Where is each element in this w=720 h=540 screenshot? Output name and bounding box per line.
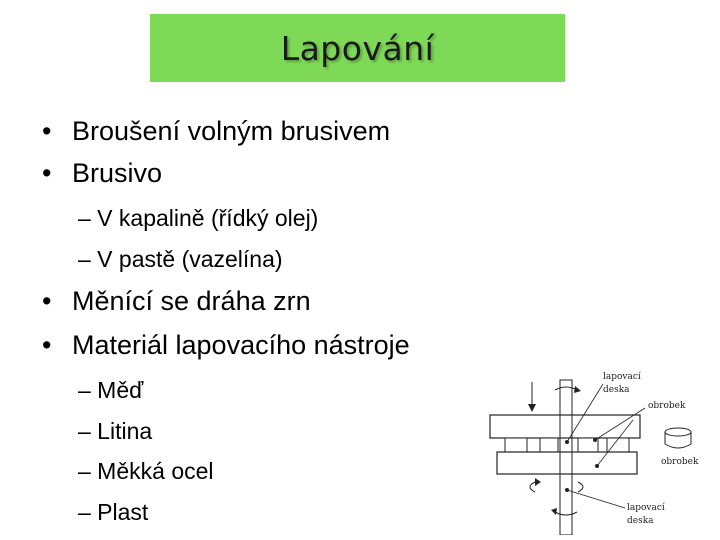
bullet-marker: • bbox=[42, 330, 52, 360]
bullet-marker: • bbox=[42, 286, 52, 316]
sub-bullet-item: – Litina bbox=[78, 418, 153, 444]
bullet-text: Broušení volným brusivem bbox=[72, 116, 391, 146]
sub-bullet-item: – V kapalině (řídký olej) bbox=[78, 205, 319, 231]
bullet-text: Měnící se dráha zrn bbox=[72, 286, 311, 316]
bullet-marker: • bbox=[42, 158, 52, 188]
sub-bullet-item: – V pastě (vazelína) bbox=[78, 246, 283, 272]
workpiece bbox=[540, 438, 558, 452]
title-banner bbox=[150, 14, 565, 82]
slide-title: Lapování bbox=[280, 28, 435, 68]
bullet-marker: • bbox=[42, 116, 52, 146]
lapping-diagram bbox=[485, 360, 720, 535]
sub-bullet-item: – Plast bbox=[78, 499, 149, 525]
bottom-lapping-plate bbox=[497, 452, 637, 474]
workpiece bbox=[607, 438, 629, 452]
label-bottom-desk-2: deska bbox=[627, 516, 654, 526]
workpiece bbox=[505, 438, 527, 452]
label-top-desk-1: lapovací bbox=[603, 372, 641, 382]
top-lapping-plate bbox=[490, 415, 640, 438]
label-bottom-desk-1: lapovací bbox=[627, 503, 665, 513]
bullet-text: Materiál lapovacího nástroje bbox=[72, 330, 410, 360]
rotation-arrow-bottom bbox=[530, 482, 535, 492]
label-top-desk-2: deska bbox=[603, 385, 630, 395]
sub-bullet-item: – Měkká ocel bbox=[78, 458, 214, 484]
label-workpiece: obrobek bbox=[648, 401, 686, 411]
bullet-text: Brusivo bbox=[72, 158, 163, 188]
workpiece-icon bbox=[665, 428, 691, 448]
label-workpiece-side: obrobek bbox=[661, 457, 699, 467]
sub-bullet-item: – Měď bbox=[78, 377, 144, 403]
